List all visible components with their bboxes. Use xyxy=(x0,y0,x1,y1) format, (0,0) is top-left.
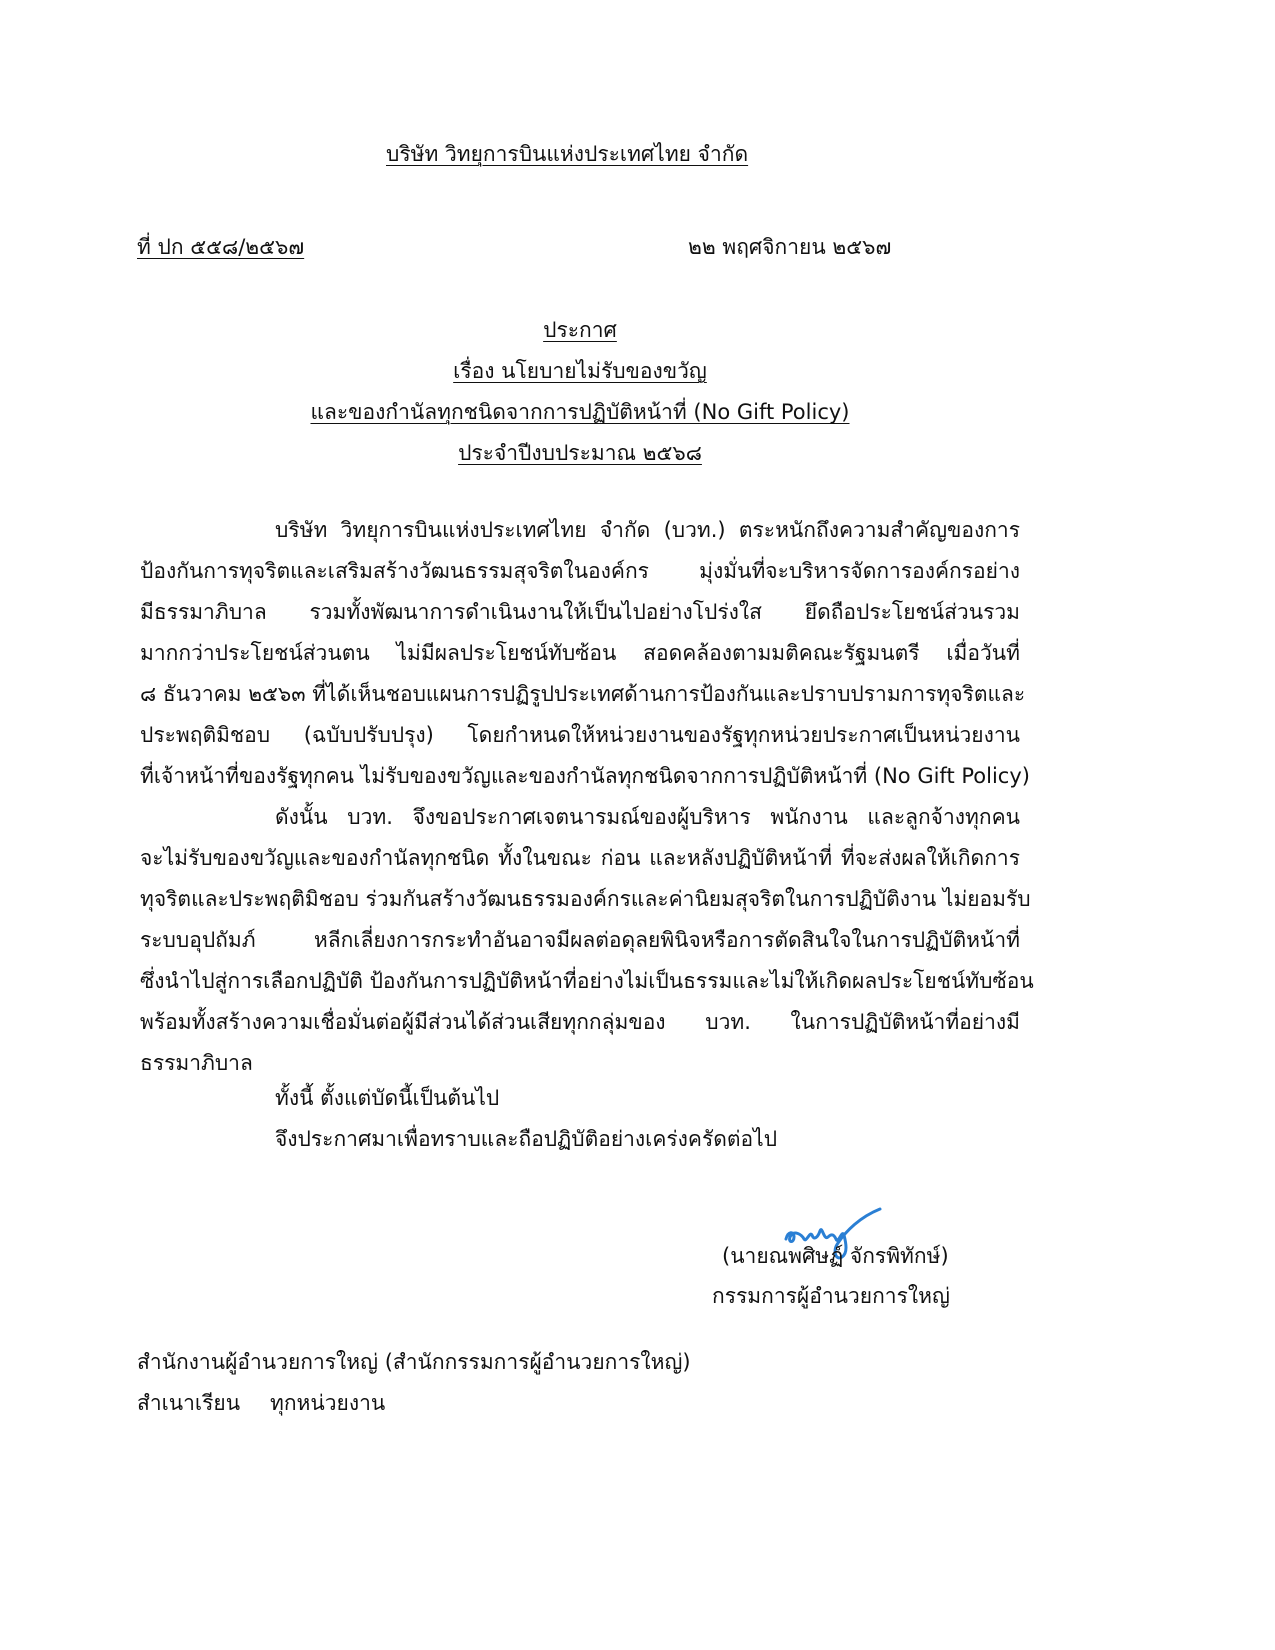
title-line-1: ประกาศ xyxy=(543,318,617,342)
paragraph-line: จะไม่รับของขวัญและของกำนัลทุกชนิด ทั้งในขณะ ก่อน และหลังปฏิบัติหน้าที่ ที่จะส่งผลให้เกิดการ xyxy=(140,846,1020,870)
issuing-office: สำนักงานผู้อำนวยการใหญ่ (สำนักกรรมการผู้อำนวยการใหญ่) xyxy=(137,1350,691,1374)
reference-number: ที่ ปก ๕๕๘/๒๕๖๗ xyxy=(137,235,305,259)
company-letterhead: บริษัท วิทยุการบินแห่งประเทศไทย จำกัด xyxy=(386,142,749,166)
paragraph-line: ธรรมาภิบาล xyxy=(140,1051,253,1075)
closing-line: จึงประกาศมาเพื่อทราบและถือปฏิบัติอย่างเคร่งครัดต่อไป xyxy=(275,1127,778,1151)
paragraph-line: มากกว่าประโยชน์ส่วนตน ไม่มีผลประโยชน์ทับซ้อน สอดคล้องตามมติคณะรัฐมนตรี เมื่อวันที่ xyxy=(140,641,1020,665)
paragraph-line: ระบบอุปถัมภ์ หลีกเลี่ยงการกระทำอันอาจมีผลต่อดุลยพินิจหรือการตัดสินใจในการปฏิบัติหน้าที่ xyxy=(140,928,1020,952)
paragraph-line: ซึ่งนำไปสู่การเลือกปฏิบัติ ป้องกันการปฏิบัติหน้าที่อย่างไม่เป็นธรรมและไม่ให้เกิดผลประโยชน์ทับซ้อน xyxy=(140,969,1034,993)
title-line-3: และของกำนัลทุกชนิดจากการปฏิบัติหน้าที่ (No Gift Policy) xyxy=(310,400,850,424)
signatory-position: กรรมการผู้อำนวยการใหญ่ xyxy=(712,1284,950,1308)
paragraph-line: ที่เจ้าหน้าที่ของรัฐทุกคน ไม่รับของขวัญและของกำนัลทุกชนิดจากการปฏิบัติหน้าที่ (No Gift Policy) xyxy=(140,764,1030,788)
paragraph-line: ๘ ธันวาคม ๒๕๖๓ ที่ได้เห็นชอบแผนการปฏิรูปประเทศด้านการป้องกันและปราบปรามการทุจริตและ xyxy=(140,682,1026,706)
subject-line-continued xyxy=(0,396,1160,429)
paragraph-line: ป้องกันการทุจริตและเสริมสร้างวัฒนธรรมสุจริตในองค์กร มุ่งมั่นที่จะบริหารจัดการองค์กรอย่าง xyxy=(140,559,1020,583)
signatory-name: (นายณพศิษฏ์ จักรพิทักษ์) xyxy=(722,1244,949,1268)
announcement-heading xyxy=(0,314,1160,347)
title-line-2: เรื่อง นโยบายไม่รับของขวัญ xyxy=(453,359,707,383)
paragraph-line: บริษัท วิทยุการบินแห่งประเทศไทย จำกัด (บวท.) ตระหนักถึงความสำคัญของการ xyxy=(275,518,1020,542)
fiscal-year-line xyxy=(0,437,1160,470)
paragraph-line: มีธรรมาภิบาล รวมทั้งพัฒนาการดำเนินงานให้เป็นไปอย่างโปร่งใส ยึดถือประโยชน์ส่วนรวม xyxy=(140,600,1020,624)
paragraph-line: พร้อมทั้งสร้างความเชื่อมั่นต่อผู้มีส่วนได้ส่วนเสียทุกกลุ่มของ บวท. ในการปฏิบัติหน้าที่อย่างมี xyxy=(140,1010,1020,1034)
cc-recipients: ทุกหน่วยงาน xyxy=(270,1391,386,1415)
cc-label: สำเนาเรียน xyxy=(137,1391,241,1415)
document-date: ๒๒ พฤศจิกายน ๒๕๖๗ xyxy=(688,235,892,259)
effective-date-line: ทั้งนี้ ตั้งแต่บัดนี้เป็นต้นไป xyxy=(275,1086,500,1110)
paragraph-line: ดังนั้น บวท. จึงขอประกาศเจตนารมณ์ของผู้บริหาร พนักงาน และลูกจ้างทุกคน xyxy=(275,805,1020,829)
subject-line xyxy=(0,355,1160,388)
title-line-4: ประจำปีงบประมาณ ๒๕๖๘ xyxy=(458,441,702,465)
paragraph-line: ทุจริตและประพฤติมิชอบ ร่วมกันสร้างวัฒนธรรมองค์กรและค่านิยมสุจริตในการปฏิบัติงาน ไม่ยอมรับ xyxy=(140,887,1031,911)
paragraph-line: ประพฤติมิชอบ (ฉบับปรับปรุง) โดยกำหนดให้หน่วยงานของรัฐทุกหน่วยประกาศเป็นหน่วยงาน xyxy=(140,723,1020,747)
